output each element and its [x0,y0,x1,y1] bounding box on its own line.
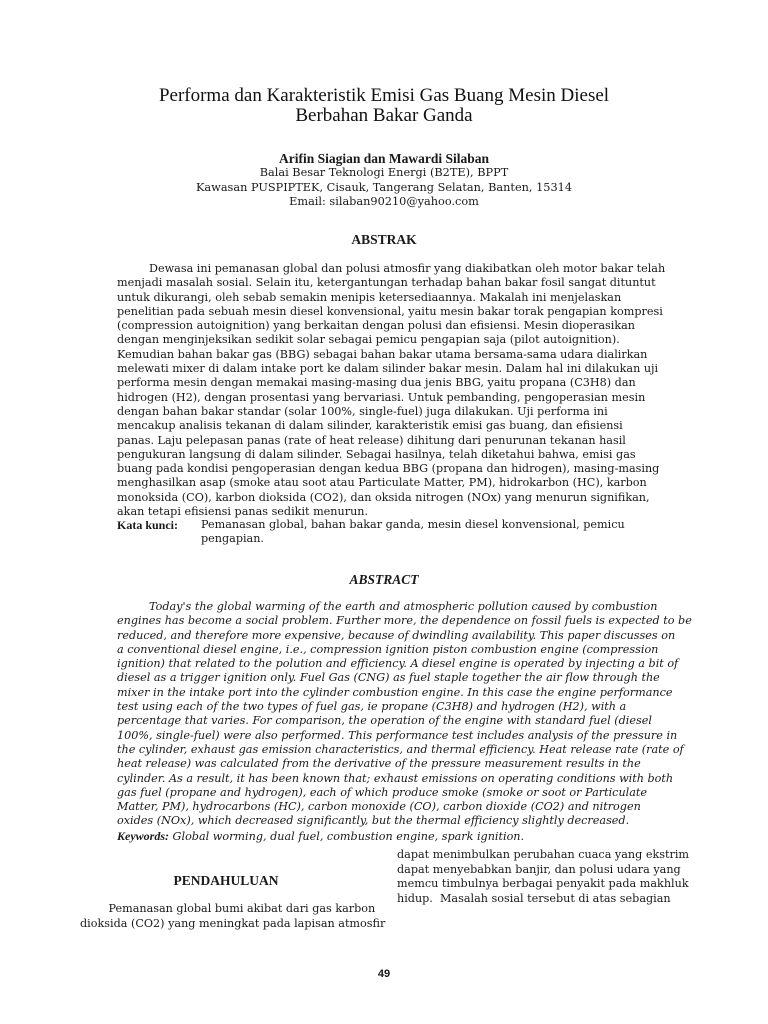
abstract-line: Today's the global warming of the earth and atmospheric pollution caused by combustion [117,600,658,613]
abstrak-line: panas. Laju pelepasan panas (rate of heat release) dihitung dari penurunan tekanan hasil [117,433,626,447]
abstrak-line: hidrogen (H2), dengan prosentasi yang bervariasi. Untuk pembanding, pengoperasian mesin [117,390,646,404]
abstrak-line: performa mesin dengan memakai masing-masing dua jenis BBG, yaitu propana (C3H8) dan [117,376,636,390]
abstrak-line: Dewasa ini pemanasan global dan polusi atmosfir yang diakibatkan oleh motor bakar telah [117,262,666,275]
abstract-line: gas fuel (propane and hydrogen), each of which produce smoke (smoke or soot or Particulate [117,785,648,799]
abstract-line: ignition) that related to the polution and efficiency. A diesel engine is operated by injecting a bit of [117,657,679,671]
abstract-line: heat release) was calculated from the derivative of the pressure measurement results in the [117,757,641,771]
abstract-line: engines has become a social problem. Further more, the dependence on fossil fuels is expected to be [117,614,692,628]
abstract-line: reduced, and therefore more expensive, because of dwindling availability. This paper discusses on [117,628,676,642]
abstrak-heading: ABSTRAK [351,232,417,247]
paper-title [80,86,688,126]
kata-kunci-label: Kata kunci: [117,518,179,532]
kata-kunci-line-2: pengapian. [201,532,264,546]
abstract-line: diesel as a trigger ignition only. Fuel Gas (CNG) as fuel staple together the air flow through the [117,671,660,685]
abstract-line: the cylinder, exhaust gas emission characteristics, and thermal efficiency. Heat release rate (rate of [117,742,684,756]
abstract-line: cylinder. As a result, it has been known that; exhaust emissions on operating conditions with both [117,771,674,785]
kata-kunci-value [201,518,651,547]
abstract-heading: ABSTRACT [349,572,419,587]
abstract-body [117,600,692,829]
title-line-1: Performa dan Karakteristik Emisi Gas Buang Mesin Diesel [158,85,610,106]
intro-right-line: dapat menimbulkan perubahan cuaca yang ekstrim [397,848,690,861]
abstract-line: a conventional diesel engine, i.e., compression ignition piston combustion engine (compression [117,642,659,656]
abstrak-line: akan tetapi efisiensi panas sedikit menurun. [117,505,369,519]
abstrak-line: untuk dikurangi, oleh sebab semakin menipis ketersediaannya. Makalah ini menjelaskan [117,290,622,304]
abstrak-line: melewati mixer di dalam intake port ke dalam silinder bakar mesin. Dalam hal ini dilakukan uji [117,362,659,376]
abstract-line: mixer in the intake port into the cylinder combustion engine. In this case the engine performance [117,685,673,699]
abstrak-line: pengukuran langsung di dalam silinder. Sebagai hasilnya, telah diketahui bahwa, emisi gas [117,447,636,461]
abstrak-line: menghasilkan asap (smoke atau soot atau Particulate Matter, PM), hidrokarbon (HC), karbon [117,476,647,490]
abstract-line: 100%, single-fuel) were also performed. This performance test includes analysis of the pressure in [117,728,678,742]
abstrak-line: (compression autoignition) yang berkaitan dengan polusi dan efisiensi. Mesin dioperasikan [117,319,636,333]
keywords-label: Keywords: [117,829,169,843]
address: Kawasan PUSPIPTEK, Cisauk, Tangerang Selatan, Banten, 15314 [195,180,573,194]
abstrak-line: penelitian pada sebuah mesin diesel konvensional, yaitu mesin bakar torak pengapian kompresi [117,304,663,318]
intro-left-column [80,902,386,931]
abstract-line: oxides (NOx), which decreased significantly, but the thermal efficiency slightly decreased. [117,814,630,828]
abstrak-line: monoksida (CO), karbon dioksida (CO2), dan oksida nitrogen (NOx) yang menurun signifikan, [117,490,650,504]
institution: Balai Besar Teknologi Energi (B2TE), BPPT [259,166,509,179]
pendahuluan-heading: PENDAHULUAN [173,873,279,888]
abstrak-body [117,262,666,519]
intro-right-line: dapat menyebabkan banjir, dan polusi udara yang [397,862,681,876]
intro-right-line: memcu timbulnya berbagai penyakit pada makhluk [397,877,689,890]
affiliation [80,166,688,210]
authors: Arifin Siagian dan Mawardi Silaban [278,151,490,166]
keywords-value: Global worming, dual fuel, combustion engine, spark ignition. [169,830,525,843]
keywords [117,829,651,844]
kata-kunci-line-1: Pemanasan global, bahan bakar ganda, mesin diesel konvensional, pemicu [201,518,625,531]
abstrak-line: buang pada kondisi pengoperasian dengan kedua BBG (propana dan hidrogen), masing-masing [117,462,660,476]
abstract-line: Matter, PM), hydrocarbons (HC), carbon monoxide (CO), carbon dioxide (CO2) and nitrogen [117,800,641,814]
intro-left-line: Pemanasan global bumi akibat dari gas karbon [80,902,376,915]
abstrak-line: Kemudian bahan bakar gas (BBG) sebagai bahan bakar utama bersama-sama udara dialirkan [117,347,648,361]
abstrak-line: mencakup analisis tekanan di dalam silinder, karakteristik emisi gas buang, dan efisiensi [117,419,623,433]
intro-right-line: hidup. Masalah sosial tersebut di atas sebagian [397,891,671,905]
email: Email: silaban90210@yahoo.com [289,195,479,208]
abstract-line: test using each of the two types of fuel gas, ie propane (C3H8) and hydrogen (H2), with a [117,700,627,714]
title-line-2: Berbahan Bakar Ganda [295,105,473,126]
intro-right-column [397,848,690,906]
abstrak-line: menjadi masalah sosial. Selain itu, ketergantungan terhadap bahan bakar fosil sangat dituntut [117,276,656,290]
page-number: 49 [377,968,391,980]
intro-left-line: dioksida (CO2) yang meningkat pada lapisan atmosfir [80,916,386,930]
abstrak-line: dengan bahan bakar standar (solar 100%, single-fuel) juga dilakukan. Uji performa ini [117,404,608,418]
abstract-line: percentage that varies. For comparison, the operation of the engine with standard fuel (diesel [117,714,652,728]
abstrak-line: dengan menginjeksikan sedikit solar sebagai pemicu pengapian saja (pilot autoignition). [117,333,620,347]
